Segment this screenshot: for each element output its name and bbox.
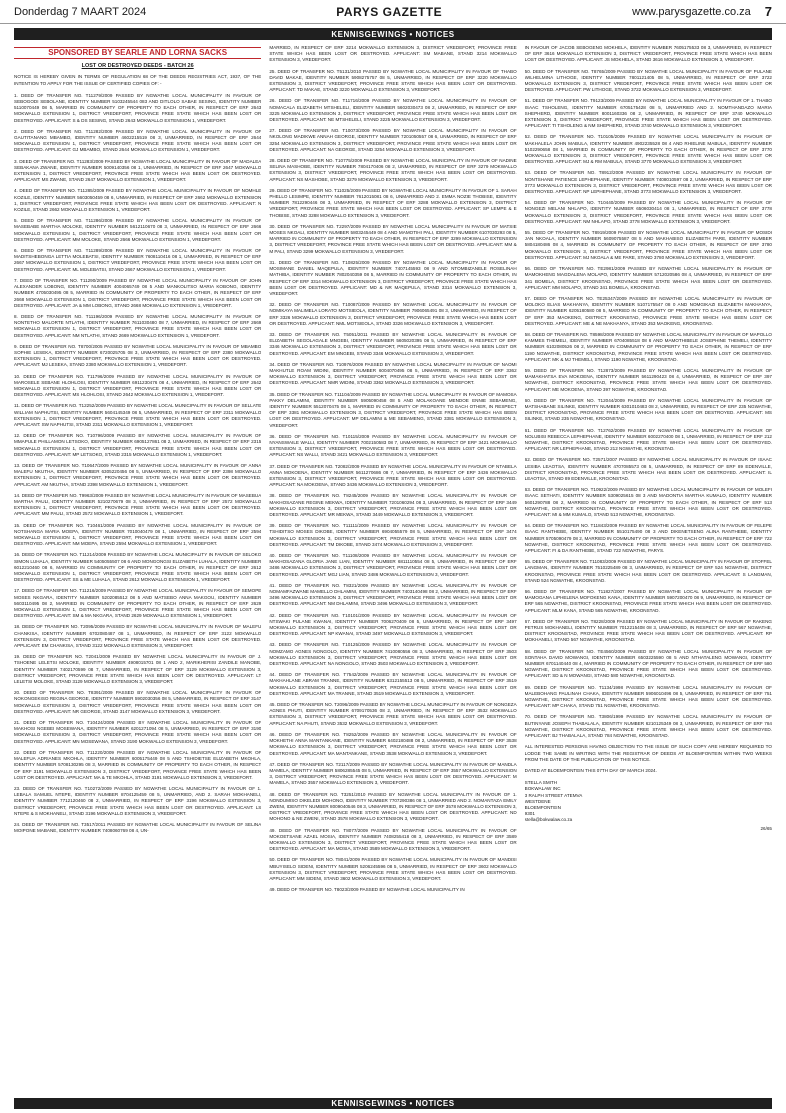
deed-notice: 9. DEED OF TRANSFER NO. T8700/2005 PASSED BY NGWATHE LOCAL MUNICIPALITY IN FAVOUR OF MBAMBO SOPHIE LESEKA, IDENTITY NUMBER 6720025705 08 3, UNMARRIED, IN RESPECT OF ERF 2380 MOKWALLO EXTENSION 1, DISTRICT VREDEFORT, PROVINCE FREE STATE WHICH HAS BEEN LOST OR DESTROYED. APPLICANT: MJ LESEKA, STAND 2380 MOKWALLO EXTENSION 1, VREDEFORT. [14, 343, 262, 368]
signature-line: 3 RALPH STREET ATEMVA [524, 792, 583, 798]
deed-notice: 66. DEED OF TRANSFER NO. T11827/2007 PASSED BY NGWATHE LOCAL MUNICIPALITY IN FAVOUR OF MAMOGANA LIPHELENA MOFOKENG KANA, IDENTITY NUMBER 5907200470 08 9, UNMARRIED, IN RESPECT OF ERF 565 NGWATHE, DISTRICT KROONSTAD, PROVINCE FREE STATE WHICH HAS BEEN LOST OR DESTROYED. APPLICANT: MLM KANA, STAND 565 NGWATHE, KROONSTAD. [524, 589, 772, 613]
signature-line: stella@bokwalaw.co.za [524, 817, 573, 823]
deed-notice: 46. DEED OF TRANSFER NO. T8252/2009 PASSED BY NGWATHE LOCAL MUNICIPALITY IN FAVOUR OF MOKHETHI ANNA MANTANKANE, IDENTITY NUMBER 6402180488 08 2, UNMARRIED, IN RESPECT OF ERF 3538 MOKWALLO EXTENSION 3, DISTRICT VREDEFORT, PROVINCE FREE STATE WHICH HAS BEEN LOST OR DESTROYED. APPLICANT: MA MANTANKANE, STAND 3538 MOKWALLO EXTENSION 3, VREDEFORT. [269, 731, 517, 756]
deed-notice: 38. DEED OF TRANSFER NO. T8245/2009 PASSED BY NGWATHE LOCAL MUNICIPALITY IN FAVOUR OF MAKHOSAZANE REGINE MEKWA, IDENTITY NUMBER 7201060294 08 3, UNMARRIED, IN RESPECT OF ERF 3449 MOKWALLO EXTENSION 3, DISTRICT VREDEFORT, PROVINCE FREE STATE WHICH HAS BEEN LOST OR DESTROYED. APPLICANT: MR MEKWA, STAND 3449 MOKWALLO EXTENSION 3, VREDEFORT. [269, 493, 517, 517]
deed-notice: 50. DEED OF TRANSFER NO. T8765/2009 PASSED BY NGWATHE LOCAL MUNICIPALITY IN FAVOUR OF PULANE WILHELMINA LITHOGE, IDENTITY NUMBER 7801121405 08 5, UNMARRIED, IN RESPECT OF ERF 3722 MOKWALLO EXTENSION 3, DISTRICT VREDEFORT, PROVINCE FREE STATE WHICH HAS BEEN LOST OR DESTROYED. APPLICANT: PW LITHOGE, STAND 3722 MOKWALLO EXTENSION 3, VREDEFORT. [524, 68, 772, 93]
deed-notice: 43. DEED OF TRANSFER NO. T10125/2009 PASSED BY NGWATHE LOCAL MUNICIPALITY IN FAVOUR OF NOMZAMO AGNES NONGOLO, IDENTITY NUMBER 7410080556 08 3, UNMARRIED, IN RESPECT OF ERF 3503 MOKWALLO EXTENSION 3, DISTRICT VREDEFORT, PROVINCE FREE STATE WHICH HAS BEEN LOST OR DESTROYED. APPLICANT: NA NONGOLO, STAND 3503 MOKWALLO EXTENSION 3, VREDEFORT. [269, 642, 517, 667]
deed-notice: 6. DEED OF TRANSFER NO. T11289/2009 PASSED BY NGWATHE LOCAL MUNICIPALITY IN FAVOUR OF MADITSHEBONGA LETTIA MOLEBATSI, IDENTITY NUMBER 7608110416 08 1, UNMARRIED, IN RESPECT OF ERF 2667 MOKWALLO EXTENSION 1, DISTRICT VREDEFORT, PROVINCE FREE STATE WHICH HAS BEEN LOST OR DESTROYED. APPLICANT: ML MOLEBATSI, STAND 2667 MOKWALLO EXTENSION 1, VREDEFORT. [14, 248, 262, 272]
deed-notice: 62. DEED OF TRANSFER NO. T2571/2007 PASSED BY NGWATHE LOCAL MUNICIPALITY IN FAVOUR OF ISAAC LESIBA LEAOTSA, IDENTITY NUMBER 4707085573 08 5, UNMARRIED, IN RESPECT OF ERF 89 EDENVILLE, DISTRICT KROONSTAD, PROVINCE FREE STATE WHICH HAS BEEN LOST OR DESTROYED. APPLICANT: IL LEAOTSA, STAND 89 EDENVILLE, KROONSTAD. [524, 457, 772, 481]
deed-notice: 14. DEED OF TRANSFER NO. T9963/2009 PASSED BY NGWATHE LOCAL MUNICIPALITY IN FAVOUR OF MASEBUA MARTHA PAULI, IDENTITY NUMBER 5210270679 08 3, UNMARRIED, IN RESPECT OF ERF 2572 MOKWALLO EXTENSION 1, DISTRICT VREDEFORT, PROVINCE FREE STATE WHICH HAS BEEN LOST OR DESTROYED. APPLICANT: MM PAULI, STAND 2572 MOKWALLO EXTENSION 1, VREDEFORT. [14, 492, 262, 517]
deed-notice: 15. DEED OF TRANSFER NO. T10461/2009 PASSED BY NGWATHE LOCAL MUNICIPALITY IN FAVOUR OF NOTSHANGA MARIA MOEPA, IDENTITY NUMBER 7010040479 08 1, UNMARRIED, IN RESPECT OF ERF 2594 MOKWALLO EXTENSION 1, DISTRICT VREDEFORT, PROVINCE FREE STATE WHICH HAS BEEN LOST OR DESTROYED. APPLICANT: NM MOEPA, STAND 2594 MOKWALLO EXTENSION 1, VREDEFORT. [14, 522, 262, 547]
deed-notice: 32. DEED OF TRANSFER NO. T10087/2009 PASSED BY NGWATHE LOCAL MUNICIPALITY IN FAVOUR OF NOMIKAYA MALIMELA LORATO MOTSIEOLA, IDENTITY NUMBER 7906065491 08 3, UNMARRIED, IN RESPECT OF ERF 3326 MOKWALLO EXTENSION 3, DISTRICT VREDEFORT, PROVINCE FREE STATE WHICH HAS BEEN LOST OR DESTROYED. APPLICANT: NML MOTSIEOLA, STAND 3326 MOKWALLO EXTENSION 3, VREDEFORT. [269, 302, 517, 326]
deed-notice: 16. DEED OF TRANSFER NO. T11214/2009 PASSED BY NGWATHE LOCAL MUNICIPALITY IN FAVOUR OF SELOKO SIMON LUHALA, IDENTITY NUMBER 5405055507 08 6 AND MONGONGSI ELIZABETH LUHALA, IDENTITY NUMBER 6012210460 08 6, MARRIED IN COMMUNITY OF PROPERTY TO EACH OTHER, IN RESPECT OF ERF 2612 MOKWALLO EXTENSION 1, DISTRICT VREDEFORT, PROVINCE FREE STATE WHICH HAS BEEN LOST OR DESTROYED. APPLICANT: SS & ME LUHALA, STAND 2612 MOKWALLO EXTENSION 1, VREDEFORT. [14, 552, 262, 583]
deed-notice: 64. DEED OF TRANSFER NO. T11843/2009 PASSED BY NGWATHE LOCAL MUNICIPALITY IN FAVOUR OF FELEPE ISAAC RANTHEBE, IDENTITY NUMBER 5510175490 08 3 AND DIKENETSENG ALINA RANTHEBE, IDENTITY NUMBER 5705090479 08 2, MARRIED IN COMMUNITY OF PROPERTY TO EACH OTHER, IN RESPECT OF ERF 722 NGWATHE, DISTRICT KROONSTAD, PROVINCE FREE STATE WHICH HAS BEEN LOST OR DESTROYED. APPLICANT: FI & DA RANTHEBE, STAND 722 NGWATHE, PARYS. [524, 523, 772, 554]
deed-notice: 39. DEED OF TRANSFER NO. T11111/2009 PASSED BY NGWATHE LOCAL MUNICIPALITY IN FAVOUR OF TSHIDITSO MOSES DIKOBE, IDENTITY NUMBER 6904055579 08 5, UNMARRIED, IN RESPECT OF ERF 3474 MOKWALLO EXTENSION 3, DISTRICT VREDEFORT, PROVINCE FREE STATE WHICH HAS BEEN LOST OR DESTROYED. APPLICANT: TM DIKOBE, STAND 3474 MOKWALLO EXTENSION 3, VREDEFORT. [269, 523, 517, 547]
deed-notice: 55. DEED OF TRANSFER NO. T8919/2009 PASSED BY NGWATHE LOCAL MUNICIPALITY IN FAVOUR OF MOSIDI JAN NKOALA, IDENTITY NUMBER 5609075587 08 5 AND MAKHABISO ELIZABETH PARE, IDENTITY NUMBER 5804180486 08 4, MARRIED IN COMMUNITY OF PROPERTY TO EACH OTHER, IN RESPECT OF ERF 3780 MOKWALLO EXTENSION 3, DISTRICT VREDEFORT, PROVINCE FREE STATE WHICH HAS BEEN LOST OR DESTROYED. APPLICANT: MJ NKOALA & ME PARE, STAND 3780 MOKWALLO EXTENSION 3, VREDEFORT. [524, 230, 772, 260]
deed-notice: 35. DEED OF TRANSFER NO. T11104/2009 PASSED BY NGWATHE LOCAL MUNICIPALITY IN FAVOUR OF MAMOSA PAKKY DELAMINI, IDENTITY NUMBER 5905090458 08 5 AND MOLAKOANE MENDOE ENNIE SEBAMENG, IDENTITY NUMBER 5512070475 08 1, MARRIED IN COMMUNITY OF PROPERTY TO EACH OTHER, IN RESPECT OF ERF 3381 MOKWALLO EXTENSION 3, DISTRICT VREDEFORT, PROVINCE FREE STATE WHICH HAS BEEN LOST OR DESTROYED. APPLICANT: MP DELAMINI & ME SEBAMENG, STAND 3381 MOKWALLO EXTENSION 3, VREDEFORT. [269, 391, 517, 428]
page-code: 26/65 [760, 825, 772, 831]
deed-notice: 5. DEED OF TRANSFER NO. T11286/2009 PASSED BY NGWATHE LOCAL MUNICIPALITY IN FAVOUR OF MASEBABE MARTHA MOLOKE, IDENTITY NUMBER 5612110670 08 3, UNMARRIED, IN RESPECT OF ERF 2666 MOKWALLO EXTENSION 1, DISTRICT VREDEFORT, PROVINCE FREE STATE WHICH HAS BEEN LOST OR DESTROYED. APPLICANT: MM MOLOKE, STAND 2666 MOKWALLO EXTENSION 1, VREDEFORT. [14, 218, 262, 242]
section-title-bar: KENNISGEWINGS • NOTICES [14, 28, 772, 40]
page-number: 7 [764, 4, 772, 19]
deed-notice: 4. DEED OF TRANSFER NO. T11285/2009 PASSED BY NGWATHE LOCAL MUNICIPALITY IN FAVOUR OF NOMHLE KOZILE, IDENTITY NUMBER 5603050459 08 6, UNMARRIED, IN RESPECT OF ERF 2662 MOKWALLO EXTENSION 1, DISTRICT VREDEFORT, PROVINCE FREE STATE WHICH HAS BEEN LOST OR DESTROYED. APPLICANT: N KOZILE, STAND 2662 MOKWALLO EXTENSION 1, VREDEFORT. [14, 188, 262, 213]
deed-notice: 37. DEED OF TRANSFER NO. T2082/2009 PASSED BY NGWATHE LOCAL MUNICIPALITY IN FAVOUR OF NTABELA ANNA MOKOENA, IDENTITY NUMBER 5611270686 08 7, UNMARRIED, IN RESPECT OF ERF 3436 MOKWALLO EXTENSION 3, DISTRICT VREDEFORT, PROVINCE FREE STATE WHICH HAS BEEN LOST OR DESTROYED. APPLICANT: NA MOKOENA, STAND 3436 MOKWALLO EXTENSION 3, VREDEFORT. [269, 463, 517, 488]
deed-notice: 53. DEED OF TRANSFER NO. T8912/2009 PASSED BY NGWATHE LOCAL MUNICIPALITY IN FAVOUR OF NONTSHANE PATIENCE LEPHEPHANE, IDENTITY NUMBER 7408010597 08 2, UNMARRIED, IN RESPECT OF ERF 3773 MOKWALLO EXTENSION 3, DISTRICT VREDEFORT, PROVINCE FREE STATE WHICH HAS BEEN LOST OR DESTROYED. APPLICANT: NP LEPHEPHANE, STAND 3773 MOKWALLO EXTENSION 3, VREDEFORT. [524, 170, 772, 195]
column-3-notices [525, 45, 772, 774]
deed-notice: ALL INTERESTED PERSONS HAVING OBJECTION TO THE ISSUE OF SUCH COPY ARE HEREBY REQUIRED TO LODGE THE SAME IN WRITING WITH THE REGISTRAR OF DEEDS AT BLOEMFONTEIN WITHIN TWO WEEKS FROM THE DATE OF THE PUBLICATION OF THIS NOTICE. [524, 744, 772, 762]
deed-notice: 33. DEED OF TRANSFER NO. T5051/2011 PASSED BY NGWATHE LOCAL MUNICIPALITY IN FAVOUR OF ELIZABETH SEGOLAGALE MNGEBI, IDENTITY NUMBER 5605020395 08 5, UNMARRIED, IN RESPECT OF ERF 3346 MOKWALLO EXTENSION 3, DISTRICT VREDEFORT, PROVINCE FREE STATE WHICH HAS BEEN LOST OR DESTROYED. APPLICANT: EM MNGEBI, STAND 3346 MOKWALLO EXTENSION 3, VREDEFORT. [269, 331, 517, 356]
deed-notice: 63. DEED OF TRANSFER NO. T10922/2009 PASSED BY NGWATHE LOCAL MUNICIPALITY IN FAVOUR OF MOLEFI ISAAC SETHATI, IDENTITY NUMBER 5309025615 08 3 AND MADONTIA MARTHA KUMALO, IDENTITY NUMBER 5601290788 08 2, MARRIED IN COMMUNITY OF PROPERTY TO EACH OTHER, IN RESPECT OF ERF 513 NGWATHE, DISTRICT KROONSTAD, PROVINCE FREE STATE WHICH HAS BEEN LOST OR DESTROYED. APPLICANT: MI & MM KUMALO, STAND 513 NGWATHE, KROONSTAD. [524, 487, 772, 517]
deed-notice: 41. DEED OF TRANSFER NO. T8321/2009 PASSED BY NGWATHE LOCAL MUNICIPALITY IN FAVOUR OF NOMAMFAZWANE MAMELLO DHLAMINI, IDENTITY NUMBER 7403140498 08 2, UNMARRIED, IN RESPECT OF ERF 3496 MOKWALLO EXTENSION 3, DISTRICT VREDEFORT, PROVINCE FREE STATE WHICH HAS BEEN LOST OR DESTROYED. APPLICANT: NM DHLAMINI, STAND 3496 MOKWALLO EXTENSION 3, VREDEFORT. [269, 582, 517, 607]
deed-notice: 28. DEED OF TRANSFER NO. T10775/2009 PASSED BY NGWATHE LOCAL MUNICIPALITY IN FAVOUR OF NADINE SELINA MASHOBE, IDENTITY NUMBER 7804170406 08 2, UNMARRIED, IN RESPECT OF ERF 3279 MOKWALLO EXTENSION 3, DISTRICT VREDEFORT, PROVINCE FREE STATE WHICH HAS BEEN LOST OR DESTROYED. APPLICANT: NS MASHOBE, STAND 3279 MOKWALLO EXTENSION 3, VREDEFORT. [269, 158, 517, 182]
deed-notice: 18. DEED OF TRANSFER NO. T2095/2009 PASSED BY NGWATHE LOCAL MUNICIPALITY IN FAVOUR OF MALEFU CHANKISA, IDENTITY NUMBER 6702080487 08 1, UNMARRIED, IN RESPECT OF ERF 3122 MOKWALLO EXTENSION 3, DISTRICT VREDEFORT, PROVINCE FREE STATE WHICH HAS BEEN LOST OR DESTROYED. APPLICANT: EM CHANKISA, STAND 3122 MOKWALLO EXTENSION 3, VREDEFORT. [14, 624, 262, 649]
intro-paragraph: NOTICE IS HEREBY GIVEN IN TERMS OF REGULATION 68 OF THE DEEDS REGISTRIES ACT, 1937, OF THE INTENTION TO APPLY FOR THE ISSUE OF CERTIFIED COPIES OF: - [14, 74, 262, 86]
deed-notice: 57. DEED OF TRANSFER NO. TE25347/2009 PASSED BY NGWATHE LOCAL MUNICIPALITY IN FAVOUR OF MOLOKO ELIAS MAKHANYA, IDENTITY NUMBER 5107175547 08 0 AND NOMGIKAZI ELIZABETH MAKHANYA, IDENTITY NUMBER 6205180580 08 5, MARRIED IN COMMUNITY OF PROPERTY TO EACH OTHER, IN RESPECT OF ERF 353 MAOKENG, DISTRICT KROONSTAD, PROVINCE FREE STATE WHICH HAS BEEN LOST OR DESTROYED. APPLICANT: ME & NE MAKHANYA, STAND 353 MAOKENG, KROONSTAD. [524, 295, 772, 326]
notices-columns [14, 45, 772, 1095]
deed-notice: 65. DEED OF TRANSFER NO. T11083/2009 PASSED BY NGWATHE LOCAL MUNICIPALITY IN FAVOUR OF STOFFEL LANGMAN, IDENTITY NUMBER 7510225489 08 3, UNMARRIED, IN RESPECT OF ERF 524 NGWATHE, DISTRICT KROONSTAD, PROVINCE FREE STATE WHICH HAS BEEN LOST OR DESTROYED. APPLICANT: S LANGMAN, STAND 524 NGWATHE, KROONSTAD. [524, 559, 772, 583]
newspaper-title: PARYS GAZETTE [336, 4, 443, 19]
signature-line: BOKWALAW INC [524, 786, 561, 792]
footer-title-bar: KENNISGEWINGS • NOTICES [14, 1098, 772, 1109]
website-url[interactable]: www.parysgazette.co.za [632, 5, 751, 18]
signature-block [525, 780, 772, 823]
deed-notice: 17. DEED OF TRANSFER NO. T11216/2009 PASSED BY NGWATHE LOCAL MUNICIPALITY IN FAVOUR OF SEMOPE MOSES NKGARA, IDENTITY NUMBER 5202085512 08 5 AND MATSEBO ANNA MAKGOU, IDENTITY NUMBER 5603110495 08 2, MARRIED IN COMMUNITY OF PROPERTY TO EACH OTHER, IN RESPECT OF ERF 2629 MOKWALLO EXTENSION 1, DISTRICT VREDEFORT, PROVINCE FREE STATE WHICH HAS BEEN LOST OR DESTROYED. APPLICANT: SM & MA NKGARA, STAND 2629 MOKWALLO EXTENSION 1, VREDEFORT. [14, 588, 262, 619]
deed-notice: 7. DEED OF TRANSFER NO. T11290/2009 PASSED BY NGWATHE LOCAL MUNICIPALITY IN FAVOUR OF JOHN ALEXANDER LOBONG, IDENTITY NUMBER 4004065749 08 5 AND MANKOLITSO MARIA KOBONG, IDENTITY NUMBER 4705030495 08 5, MARRIED IN COMMUNITY OF PROPERTY TO EACH OTHER, IN RESPECT OF ERF 2668 MOKWALLO EXTENSION 1, DISTRICT VREDEFORT, PROVINCE FREE STATE WHICH HAS BEEN LOST OR DESTROYED. APPLICANT: JA & MM LOBONG, STAND 2668 MOKWALLO EXTENSION 1, VREDEFORT. [14, 277, 262, 308]
deed-notice: 50. DEED OF TRANSFER NO. T8041/2009 PASSED BY NGWATHE LOCAL MUNICIPALITY IN FAVOUR OF MANDISI MBUYISELO SIDENI, IDENTITY NUMBER 5206245596 08 5, UNMARRIED, IN RESPECT OF ERF 3602 MOKWALLO EXTENSION 3, DISTRICT VREDEFORT, PROVINCE FREE STATE WHICH HAS BEEN LOST OR DESTROYED. APPLICANT: MM SIDENI, STAND 3602 MOKWALLO EXTENSION 3, VREDEFORT. [269, 857, 517, 881]
deed-notice: 8. DEED OF TRANSFER NO. T11196/2009 PASSED BY NGWATHE LOCAL MUNICIPALITY IN FAVOUR OF NONTETHO MALORTE NTLATHI, IDENTITY NUMBER 7611030480 08 7, UNMARRIED, IN RESPECT OF ERF 2669 MOKWALLO EXTENSION 1, DISTRICT VREDEFORT, PROVINCE FREE STATE WHICH HAS BEEN LOST OR DESTROYED. APPLICANT: NM NTLATHI, STAND 2669 MOKWALLO EXTENSION 1, VREDEFORT. [14, 313, 262, 338]
deed-notice: 69. DEED OF TRANSFER NO. T1134/1998 PASSED BY NGWATHE LOCAL MUNICIPALITY IN FAVOUR OF MALEBOHANG PAULINAH CHAKA, IDENTITY NUMBER 5906010496 08 5, UNMARRIED, IN RESPECT OF ERF 751 NGWATHE, DISTRICT KROONSTAD, PROVINCE FREE STATE WHICH HAS BEEN LOST OR DESTROYED. APPLICANT: MP CHAKA, STAND 751 NGWATHE, KROONSTAD. [524, 684, 772, 709]
deed-notice: 59. DEED OF TRANSFER NO. T12873/2009 PASSED BY NGWATHE LOCAL MUNICIPALITY IN FAVOUR OF MAMAKHATSA EVA MOKOENA, IDENTITY NUMBER 5611290423 08 4, UNMARRIED, IN RESPECT OF ERF 397 NGWATHE, DISTRICT KROONSTAD, PROVINCE FREE STATE WHICH HAS BEEN LOST OR DESTROYED. APPLICANT: ME MOKOENA, STAND 397 NGWATHE, KROONSTAD. [524, 367, 772, 392]
deed-notice: 27. DEED OF TRANSFER NO. T10073/2009 PASSED BY NGWATHE LOCAL MUNICIPALITY IN FAVOUR OF NKOLONG MADIKWE ANNAH GEORGE, IDENTITY NUMBER 7201050557 08 6, UNMARRIED, IN RESPECT OF ERF 3254 MOKWALLO EXTENSION 3, DISTRICT VREDEFORT, PROVINCE FREE STATE WHICH HAS BEEN LOST OR DESTROYED. APPLICANT: NA GEORGE, STAND 3254 MOKWALLO EXTENSION 3, VREDEFORT. [269, 128, 517, 152]
deed-notice: MARRIED, IN RESPECT OF ERF 3214 MOKWALLO EXTENSION 3, DISTRICT VREDEFORT, PROVINCE FREE STATE WHICH HAS BEEN LOST OR DESTROYED. APPLICANT: SM MABANE, STAND 3214 MOKWALLO EXTENSION 3, VREDEFORT. [269, 45, 517, 63]
deed-notice: 2. DEED OF TRANSFER NO. T11282/2009 PASSED BY NGWATHE LOCAL MUNICIPALITY IN FAVOUR OF GAUTITANANG MBAMBO, IDENTITY NUMBER 4602215519 08 3, UNMARRIED, IN RESPECT OF ERF 2644 MOKWALLO EXTENSION 1, DISTRICT VREDEFORT, PROVINCE FREE STATE WHICH HAS BEEN LOST OR DESTROYED. APPLICANT: GJ MBAMBO, STAND 2644 MOKWALLO EXTENSION 1, VREDEFORT. [14, 128, 262, 153]
deed-notice: 25. DEED OF TRANSFER NO. T5131/2010 PASSED BY NGWATHE LOCAL MUNICIPALITY IN FAVOUR OF THABO DAVID MAKAE, IDENTITY NUMBER 5908275757 08 5, UNMARRIED, IN RESPECT OF ERF 3220 MOKWALLO EXTENSION 3, DISTRICT VREDEFORT, PROVINCE FREE STATE WHICH HAS BEEN LOST OR DESTROYED. APPLICANT: TD MAKAE, STAND 3220 MOKWALLO EXTENSION 3, VREDEFORT. [269, 68, 517, 93]
lost-deeds-heading: LOST OR DESTROYED DEEDS - BATCH 26 [81, 63, 194, 70]
deed-notice: 60. DEED OF TRANSFER NO. T12044/2009 PASSED BY NGWATHE LOCAL MUNICIPALITY IN FAVOUR OF MATSHABANE SILINKE, IDENTITY NUMBER 6301010483 08 2, UNMARRIED, IN RESPECT OF ERF 235 NGWATHE, DISTRICT KROONSTAD, PROVINCE FREE STATE WHICH HAS BEEN LOST OR DESTROYED. APPLICANT: MS SILINKE, STAND 235 NGWATHE, KROONSTAD. [524, 397, 772, 422]
deed-notice: DATED AT BLOEMFONTEIN THIS 07TH DAY OF MARCH 2024. [524, 767, 657, 773]
deed-notice: 1. DEED OF TRANSFER NO. T11279/2009 PASSED BY NGWATHE LOCAL MUNICIPALITY IN FAVOUR OF SEBOGODI SEBOLANE, IDENTITY NUMBER 5103245544 083 AND DITLOLO SABAE SESING, IDENTITY NUMBER 5110070449 08 5, MARRIED IN COMMUNITY OF PROPERTY TO EACH OTHER, IN RESPECT OF ERF 2643 MOKWALLO EXTENSION 1, DISTRICT VREDEFORT, PROVINCE FREE STATE WHICH HAS BEEN LOST OR DESTROYED. APPLICANT: S & DS SESING, STAND 2643 MOKWALLO EXTENSION 1, VREDEFORT. [14, 92, 262, 123]
deed-notice: 21. DEED OF TRANSFER NO. T10424/2009 PASSED BY NGWATHE LOCAL MUNICIPALITY IN FAVOUR OF MAKHOSI NGEBEI MOSEWANA, IDENTITY NUMBER 6201271094 08 5, UNMARRIED, IN RESPECT OF ERF 3190 MOKWALLO EXTENSION 3, DISTRICT VREDEFORT, PROVINCE FREE STATE WHICH HAS BEEN LOST OR DESTROYED. APPLICANT: MN MOSEWANA, STAND 3190 MOKWALLO EXTENSION 3, VREDEFORT. [14, 720, 262, 744]
deed-notice: 44. DEED OF TRANSFER NO. T7542/2009 PASSED BY NGWATHE LOCAL MUNICIPALITY IN FAVOUR OF MAKHAHLANE ABRAM TRANNE, IDENTITY NUMBER 6312155513 08 5, UNMARRIED, IN RESPECT OF ERF 3519 MOKWALLO EXTENSION 3, DISTRICT VREDEFORT, PROVINCE FREE STATE WHICH HAS BEEN LOST OR DESTROYED. APPLICANT: MA TRANNE, STAND 3519 MOKWALLO EXTENSION 3, VREDEFORT. [269, 672, 517, 696]
deed-notice: 10. DEED OF TRANSFER NO. T11796/2009 PASSED BY NGWATHE LOCAL MUNICIPALITY IN FAVOUR OF MAROSELE SEBANE HLOHLOSI, IDENTITY NUMBER 6911230476 08 4, UNMARRIED, IN RESPECT OF ERF 2642 MOKWALLO EXTENSION 1, DISTRICT VREDEFORT, PROVINCE FREE STATE WHICH HAS BEEN LOST OR DESTROYED. APPLICANT: MS HLOHLOSI, STAND 2642 MOKWALLO EXTENSION 1, VREDEFORT. [14, 373, 262, 398]
deed-notice: 13. DEED OF TRANSFER NO. T10647/2009 PASSED BY NGWATHE LOCAL MUNICIPALITY IN FAVOUR OF ANNA MALEFU NKUTHA, IDENTITY NUMBER 6305220456 08 5, UNMARRIED, IN RESPECT OF ERF 2398 MOKWALLO EXTENSION 1, DISTRICT VREDEFORT, PROVINCE FREE STATE WHICH HAS BEEN LOST OR DESTROYED. APPLICANT: AM NKUTHA, STAND 2398 MOKWALLO EXTENSION 1, VREDEFORT. [14, 462, 262, 487]
deed-notice: 34. DEED OF TRANSFER NO. T10976/2009 PASSED BY NGWATHE LOCAL MUNICIPALITY IN FAVOUR OF NAOMI MAKHUTLE ROAM WIDINI, IDENTITY NUMBER 6004070495 08 5, UNMARRIED, IN RESPECT OF ERF 3362 MOKWALLO EXTENSION 3, DISTRICT VREDEFORT, PROVINCE FREE STATE WHICH HAS BEEN LOST OR DESTROYED. APPLICANT: NMR WIDINI, STAND 3362 MOKWALLO EXTENSION 3, VREDEFORT. [269, 361, 517, 386]
deed-notice: 47. DEED OF TRANSFER NO. T2117/2009 PASSED BY NGWATHE LOCAL MUNICIPALITY IN FAVOUR OF MANDLA MAMELA, IDENTITY NUMBER 5806285545 08 5, UNMARRIED, IN RESPECT OF ERF 3557 MOKWALLO EXTENSION 3, DISTRICT VREDEFORT, PROVINCE FREE STATE WHICH HAS BEEN LOST OR DESTROYED. APPLICANT: M MAMELA, STAND 3557 MOKWALLO EXTENSION 3, VREDEFORT. [269, 761, 517, 786]
deed-notice: 58. DEED OF TRANSFER NO. T8598/2009 PASSED BY NGWATHE LOCAL MUNICIPALITY IN FAVOUR OF MAPOLLO KAMMES THEMELI, IDENTITY NUMBER 6704085518 08 6 AND MAMOTHIBELE JOSEPHINE THEMELI, IDENTITY NUMBER 6102080526 08 2, MARRIED IN COMMUNITY OF PROPERTY TO EACH OTHER, IN RESPECT OF ERF 1190 NGWATHE, DISTRICT KROONSTAD, PROVINCE FREE STATE WHICH HAS BEEN LOST OR DESTROYED. APPLICANT: MK & MJ THEMELI, STAND 1190 NGWATHE, KROONSTAD. [524, 331, 772, 362]
signature-line: BLOEMFONTEIN [524, 804, 561, 810]
deed-notice: 29. DEED OF TRANSFER NO. T11025/2009 PASSED BY NGWATHE LOCAL MUNICIPALITY IN FAVOUR OF 1. SARAH PHELLO LESIMPE, IDENTITY NUMBER 7612015081 08 6, UNMARRIED AND 2. EMMA NOZIE THOBISE, IDENTITY NUMBER 7812290446 08 3, UNMARRIED, IN RESPECT OF ERF 3288 MOKWALLO EXTENSION 3, DISTRICT VREDEFORT, PROVINCE FREE STATE WHICH HAS BEEN LOST OR DESTROYED. APPLICANT: SP LEMPE & E THOBISE, STAND 3288 MOKWALLO EXTENSION 3, VREDEFORT. [269, 187, 517, 218]
deed-notice: 11. DEED OF TRANSFER NO. T12252/2009 PASSED BY NGWATHE LOCAL MUNICIPALITY IN FAVOUR OF SELLATE WILLIAM NAPHUTSI, IDENTITY NUMBER 5604145349 08 5, UNMARRIED, IN RESPECT OF ERF 2311 MOKWALLO EXTENSION 1, DISTRICT VREDEFORT, PROVINCE FREE STATE WHICH HAS BEEN LOST OR DESTROYED. APPLICANT: SW NAPHUTSI, STAND 2311 MOKWALLO EXTENSION 1, VREDEFORT. [14, 403, 262, 427]
deed-notice: 70. DEED OF TRANSFER NO. T3806/1999 PASSED BY NGWATHE LOCAL MUNICIPALITY IN FAVOUR OF BUTINYANE JOSEPH THABALALA, IDENTITY NUMBER 6210125349 08 3, UNMARRIED, IN RESPECT OF ERF 784 NGWATHE, DISTRICT KROONSTAD, PROVINCE FREE STATE WHICH HAS BEEN LOST OR DESTROYED. APPLICANT: BJ THABALALA, STAND 784 NGWATHE, KROONSTAD. [524, 714, 772, 739]
deed-notice: 20. DEED OF TRANSFER NO. T8391/2009 PASSED BY NGWATHE LOCAL MUNICIPALITY IN FAVOUR OF NOKONGEKISO REGINA GEORGE, IDENTITY NUMBER 5902030356 08 5, UNMARRIED, IN RESPECT OF ERF 3147 MOKWALLO EXTENSION 3, DISTRICT VREDEFORT, PROVINCE FREE STATE WHICH HAS BEEN LOST OR DESTROYED. APPLICANT: NR GEORGE, STAND 3147 MOKWALLO EXTENSION 3, VREDEFORT. [14, 690, 262, 714]
header-right [632, 4, 772, 19]
deed-notice: 48. DEED OF TRANSFER NO. T3251/2010 PASSED BY NGWATHE LOCAL MUNICIPALITY IN FAVOUR OF 1. NONDUMISO DIKELEDI MOHONO, IDENTITY NUMBER 7707290386 08 1, UNMARRIED AND 2. NOMANTAZA EMILY ZWENI, IDENTITY NUMBER 8009040546 08 3, UNMARRIED, IN RESPECT OF ERF 3578 MOKWALLO EXTENSION 3, DISTRICT VREDEFORT, PROVINCE FREE STATE WHICH HAS BEEN LOST OR DESTROYED. APPLICANT: ND MOHONO & NE ZWENI, STAND 3578 MOKWALLO EXTENSION 3, VREDEFORT. [269, 791, 517, 822]
deed-notice: 49. DEED OF TRANSFER NO. T8077/2009 PASSED BY NGWATHE LOCAL MUNICIPALITY IN FAVOUR OF MOKOETSANE AZAEL MOSIA, IDENTITY NUMBER 7408255418 08 3, UNMARRIED, IN RESPECT OF ERF 3589 MOKWALLO EXTENSION 3, DISTRICT VREDEFORT, PROVINCE FREE STATE WHICH HAS BEEN LOST OR DESTROYED. APPLICANT: MA MOSIA, STAND 3589 MOKWALLO EXTENSION 3, VREDEFORT. [269, 827, 517, 852]
column-3 [525, 45, 772, 1095]
deed-notice: 67. DEED OF TRANSFER NO. T8228/2009 PASSED BY NGWATHE LOCAL MUNICIPALITY IN FAVOUR OF RAKENG PETRUS MOKHANELI, IDENTITY NUMBER 7012215408 08 3, UNMARRIED, IN RESPECT OF ERF 567 NGWATHE, DISTRICT KROONSTAD, PROVINCE FREE STATE WHICH HAS BEEN LOST OR DESTROYED. APPLICANT: RP MOKHANELI, STAND 567 NGWATHE, KROONSTAD. [524, 618, 772, 643]
signature-line: WESTDENE [524, 798, 551, 804]
signature-line: STELLA SMITH [524, 780, 558, 786]
deed-notice: 31. DEED OF TRANSFER NO. T10825/2009 PASSED BY NGWATHE LOCAL MUNICIPALITY IN FAVOUR OF MOSIMANE DANIEL MAQEPULA, IDENTITY NUMBER 7407145593 08 9 AND NTOMBIZANELE ROSELINAH MATHIBA, IDENTITY NUMBER 7802040359 08 5, MARRIED IN COMMUNITY OF PROPERTY TO EACH OTHER, IN RESPECT OF ERF 3314 MOKWALLO EXTENSION 3, DISTRICT VREDEFORT, PROVINCE FREE STATE WHICH HAS BEEN LOST OR DESTROYED. APPLICANT: MD & NR MAQEPULA, STAND 3314 MOKWALLO EXTENSION 3, VREDEFORT. [269, 259, 517, 296]
deed-notice: 51. DEED OF TRANSFER NO. T9123/2009 PASSED BY NGWATHE LOCAL MUNICIPALITY IN FAVOUR OF 1. THABO ISAAC TSHOLENG, IDENTITY NUMBER 6705175428 08 5, UNMARRIED AND 2. NOMTHANDAZO MARIA SHEPHERD, IDENTITY NUMBER 8001160336 08 2, UNMARRIED, IN RESPECT OF ERF 3740 MOKWALLO EXTENSION 3, DISTRICT VREDEFORT, PROVINCE FREE STATE WHICH HAS BEEN LOST OR DESTROYED. APPLICANT: TI TSHOLENG & NM SHEPHERD, STAND 3740 MOKWALLO EXTENSION 3, VREDEFORT. [524, 98, 772, 129]
issue-date: Donderdag 7 MAART 2024 [14, 5, 147, 18]
deed-notice: 40. DEED OF TRANSFER NO. T11108/2009 PASSED BY NGWATHE LOCAL MUNICIPALITY IN FAVOUR OF MAKHOSAZANA GLORIA JANE LIAN, IDENTITY NUMBER 6811110554 08 5, UNMARRIED, IN RESPECT OF ERF 3486 MOKWALLO EXTENSION 3, DISTRICT VREDEFORT, PROVINCE FREE STATE WHICH HAS BEEN LOST OR DESTROYED. APPLICANT: MGJ LIAN, STAND 3486 MOKWALLO EXTENSION 3, VREDEFORT. [269, 553, 517, 577]
deed-notice: 24. DEED OF TRANSFER NO. T3517/2011 PASSED BY NGWATHE LOCAL MUNICIPALITY IN FAVOUR OF SELINA MOIPONE MABANE, IDENTITY NUMBER 7408060769 08 4, UN- [14, 821, 262, 834]
signature-line: 9301 [524, 811, 535, 817]
deed-notice: 3. DEED OF TRANSFER NO. T11283/2009 PASSED BY NGWATHE LOCAL MUNICIPALITY IN FAVOUR OF MADALEA SEBAKANA ZWANE, IDENTITY NUMBER 5009140356 08 1, UNMARRIED, IN RESPECT OF ERF 2647 MOKWALLO EXTENSION 1, DISTRICT VREDEFORT, PROVINCE FREE STATE WHICH HAS BEEN LOST OR DESTROYED. APPLICANT: MS ZWANE, STAND 2647 MOKWALLO EXTENSION 1, VREDEFORT. [14, 158, 262, 183]
deed-notice: 61. DEED OF TRANSFER NO. T12762/2009 PASSED BY NGWATHE LOCAL MUNICIPALITY IN FAVOUR OF NOLUBISI REBECCA LEPHEPHANE, IDENTITY NUMBER 6002270400 08 1, UNMARRIED, IN RESPECT OF ERF 212 NGWATHE, DISTRICT KROONSTAD, PROVINCE FREE STATE WHICH HAS BEEN LOST OR DESTROYED. APPLICANT: NR LEPHEPHANE, STAND 212 NGWATHE, KROONSTAD. [524, 427, 772, 452]
deed-notice: 54. DEED OF TRANSFER NO. T10440/2009 PASSED BY NGWATHE LOCAL MUNICIPALITY IN FAVOUR OF NONGEZI MELANI NHLAPO, IDENTITY NUMBER 6506030414 08 1, UNMARRIED, IN RESPECT OF ERF 3778 MOKWALLO EXTENSION 3, DISTRICT VREDEFORT, PROVINCE FREE STATE WHICH HAS BEEN LOST OR DESTROYED. APPLICANT: NM NHLAPO, STAND 3778 MOKWALLO EXTENSION 3, VREDEFORT. [524, 200, 772, 224]
deed-notice: IN FAVOUR OF JACOB SEBOGENG MOKHELA, IDENTITY NUMBER 7605175533 08 3, UNMARRIED, IN RESPECT OF ERF 3616 MOKWALLO EXTENSION 3, DISTRICT VREDEFORT, PROVINCE FREE STATE WHICH HAS BEEN LOST OR DESTROYED. APPLICANT: JS MOKHELA, STAND 3616 MOKWALLO EXTENSION 3, VREDEFORT. [524, 45, 772, 63]
deed-notice: 36. DEED OF TRANSFER NO. T10115/2009 PASSED BY NGWATHE LOCAL MUNICIPALITY IN FAVOUR OF NYANSWAILE WALLI, IDENTITY NUMBER 7002150583 08 7, UNMARRIED, IN RESPECT OF ERF 3421 MOKWALLO EXTENSION 3, DISTRICT VREDEFORT, PROVINCE FREE STATE WHICH HAS BEEN LOST OR DESTROYED. APPLICANT: NS WALLI, STAND 3421 MOKWALLO EXTENSION 3, VREDEFORT. [269, 433, 517, 458]
deed-notice: 56. DEED OF TRANSFER NO. TE2981/2009 PASSED BY NGWATHE LOCAL MUNICIPALITY IN FAVOUR OF MAMOKHENG MAGDALENA MOLAPO, IDENTITY NUMBER 5712020586 08 4, UNMARRIED, IN RESPECT OF ERF 341 BOMELA, DISTRICT KROONSTAD, PROVINCE FREE STATE WHICH HAS BEEN LOST OR DESTROYED. APPLICANT: MM MOLAPO, STAND 341 BOMELA, KROONSTAD. [524, 266, 772, 290]
deed-notice: 23. DEED OF TRANSFER NO. T10272/2009 PASSED BY NGWATHE LOCAL MUNICIPALITY IN FAVOUR OF 1. LEBALA SAMUEL NTEPE, IDENTITY NUMBER 8704125459 08 5, UNMARRIED, AND 2. SARAH MOKHANELI, IDENTITY NUMBER 7712120460 08 2, UNMARRIED, IN RESPECT OF ERF 3196 MOKWALLO EXTENSION 3, DISTRICT VREDEFORT, PROVINCE FREE STATE WHICH HAS BEEN LOST OR DESTROYED. APPLICANT: LS NTEPE & S MOKHANELI, STAND 3196 MOKWALLO EXTENSION 3, VREDEFORT. [14, 785, 262, 816]
deed-notice: 12. DEED OF TRANSFER NO. T10796/2009 PASSED BY NGWATHE LOCAL MUNICIPALITY IN FAVOUR OF MMAPULE PHILLAMON LETSOKO, IDENTITY NUMBER 6905127861 08 2, UNMARRIED, IN RESPECT OF ERF 2315 MOKWALLO EXTENSION 1, DISTRICT VREDEFORT, PROVINCE FREE STATE WHICH HAS BEEN LOST OR DESTROYED. APPLICANT: MP LETSOKO, STAND 2315 MOKWALLO EXTENSION 1, VREDEFORT. [14, 433, 262, 457]
deed-notice: 30. DEED OF TRANSFER NO. T2297/2009 PASSED BY NGWATHE LOCAL MUNICIPALITY IN FAVOUR OF MATSIE MOSES NKOALI, IDENTITY NUMBER 5803245449 08 4 AND MAMOTIHI PALI, IDENTITY NUMBER 6107030293 08 5, MARRIED IN COMMUNITY OF PROPERTY TO EACH OTHER, IN RESPECT OF ERF 3299 MOKWALLO EXTENSION 3, DISTRICT VREDEFORT, PROVINCE FREE STATE WHICH HAS BEEN LOST OR DESTROYED. APPLICANT: MM & M PALI, STAND 3299 MOKWALLO EXTENSION 3, VREDEFORT. [269, 223, 517, 254]
deed-notice: 26. DEED OF TRANSFER NO. T11716/2009 PASSED BY NGWATHE LOCAL MUNICIPALITY IN FAVOUR OF NOMACALA ELIZABETH MTSHELELI, IDENTITY NUMBER 5602030473 08 2, UNMARRIED, IN RESPECT OF ERF 3225 MOKWALLO EXTENSION 3, DISTRICT VREDEFORT, PROVINCE FREE STATE WHICH HAS BEEN LOST OR DESTROYED. APPLICANT: NE MTSHELELI, STAND 3225 MOKWALLO EXTENSION 3, VREDEFORT. [269, 98, 517, 123]
column-2 [269, 45, 516, 1095]
page-header [0, 0, 786, 24]
deed-notice: 42. DEED OF TRANSFER NO. T10101/2009 PASSED BY NGWATHE LOCAL MUNICIPALITY IN FAVOUR OF NTSWAKI PULANE KWANAI, IDENTITY NUMBER 7006270409 08 5, UNMARRIED, IN RESPECT OF ERF 3497 MOKWALLO EXTENSION 3, DISTRICT VREDEFORT, PROVINCE FREE STATE WHICH HAS BEEN LOST OR DESTROYED. APPLICANT: NP KWANAI, STAND 3497 MOKWALLO EXTENSION 3, VREDEFORT. [269, 612, 517, 637]
deed-notice: 52. DEED OF TRANSFER NO. T10105/2009 PASSED BY NGWATHE LOCAL MUNICIPALITY IN FAVOUR OF MAKHALELA JOHN MABULA, IDENTITY NUMBER 4902235528 08 4 AND RHIELINE MABULA, IDENTITY NUMBER 5102290658 08 1, MARRIED IN COMMUNITY OF PROPERTY TO EACH OTHER, IN RESPECT OF ERF 3770 MOKWALLO EXTENSION 3, DISTRICT VREDEFORT, PROVINCE FREE STATE WHICH HAS BEEN LOST OR DESTROYED. APPLICANT: MJ & RM MABULA, STAND 3770 MOKWALLO EXTENSION 3, VREDEFORT. [524, 134, 772, 165]
deed-notice: 45. DEED OF TRANSFER NO. T2096/2009 PASSED BY NGWATHE LOCAL MUNICIPALITY IN FAVOUR OF NONGEZA AGNES PHUTI, IDENTITY NUMBER 6709170536 08 2, UNMARRIED, IN RESPECT OF ERF 3532 MOKWALLO EXTENSION 3, DISTRICT VREDEFORT, PROVINCE FREE STATE WHICH HAS BEEN LOST OR DESTROYED. APPLICANT: NA PHUTI, STAND 3532 MOKWALLO EXTENSION 3, VREDEFORT. [269, 702, 517, 726]
sponsor-banner: SPONSORED BY SEARLE AND LORNA SACKS [14, 47, 261, 59]
deed-notice: 22. DEED OF TRANSFER NO. T11220/2009 PASSED BY NGWATHE LOCAL MUNICIPALITY IN FAVOUR OF MALEFUA ADRIANES MKOHLA, IDENTITY NUMBER 6005175449 08 5 AND TSHIDIETSE ELIZABETH MKOHLA, IDENTITY NUMBER 5708130295 08 3, MARRIED IN COMMUNITY OF PROPERTY TO EACH OTHER, IN RESPECT OF ERF 3191 MOKWALLO EXTENSION 3, DISTRICT VREDEFORT, PROVINCE FREE STATE WHICH HAS BEEN LOST OR DESTROYED. APPLICANT: MA & TE MKOHLA, STAND 3191 MOKWALLO EXTENSION 3, VREDEFORT. [14, 749, 262, 780]
column-1 [14, 45, 261, 1095]
deed-notice: 19. DEED OF TRANSFER NO. T2041/2009 PASSED BY NGWATHE LOCAL MUNICIPALITY IN FAVOUR OF J. TSHOENE LELETSI MOLOKE, IDENTITY NUMBER 4908015701 08 1 AND 2, MARIKHERISI ZANDILE MANOBE, IDENTITY NUMBER 7402170599 08 7, UNMARRIED, IN RESPECT OF ERF 3129 MOKWALLO EXTENSION 3, DISTRICT VREDEFORT, PROVINCE FREE STATE WHICH HAS BEEN LOST OR DESTROYED. APPLICANT: LT LELETSI MOLOKE, STAND 3129 MOKWALLO EXTENSION 3, VREDEFORT. [14, 654, 262, 685]
deed-notice: 68. DEED OF TRANSFER NO. TE4560/2009 PASSED BY NGWATHE LOCAL MUNICIPALITY IN FAVOUR OF SONTAHA DAVID MOWANGI, IDENTITY NUMBER 6503225590 08 5 AND NTHATALENG MOWANGI, IDENTITY NUMBER 6701140440 08 4, MARRIED IN COMMUNITY OF PROPERTY TO EACH OTHER, IN RESPECT OF ERF 580 NGWATHE, DISTRICT KROONSTAD, PROVINCE FREE STATE WHICH HAS BEEN LOST OR DESTROYED. APPLICANT: SD & N MOWANGI, STAND 580 NGWATHE, KROONSTAD. [524, 648, 772, 679]
deed-notice: 49. DEED OF TRANSFER NO. T8023/2009 PASSED BY NGWATHE LOCAL MUNICIPALITY IN [269, 887, 465, 893]
